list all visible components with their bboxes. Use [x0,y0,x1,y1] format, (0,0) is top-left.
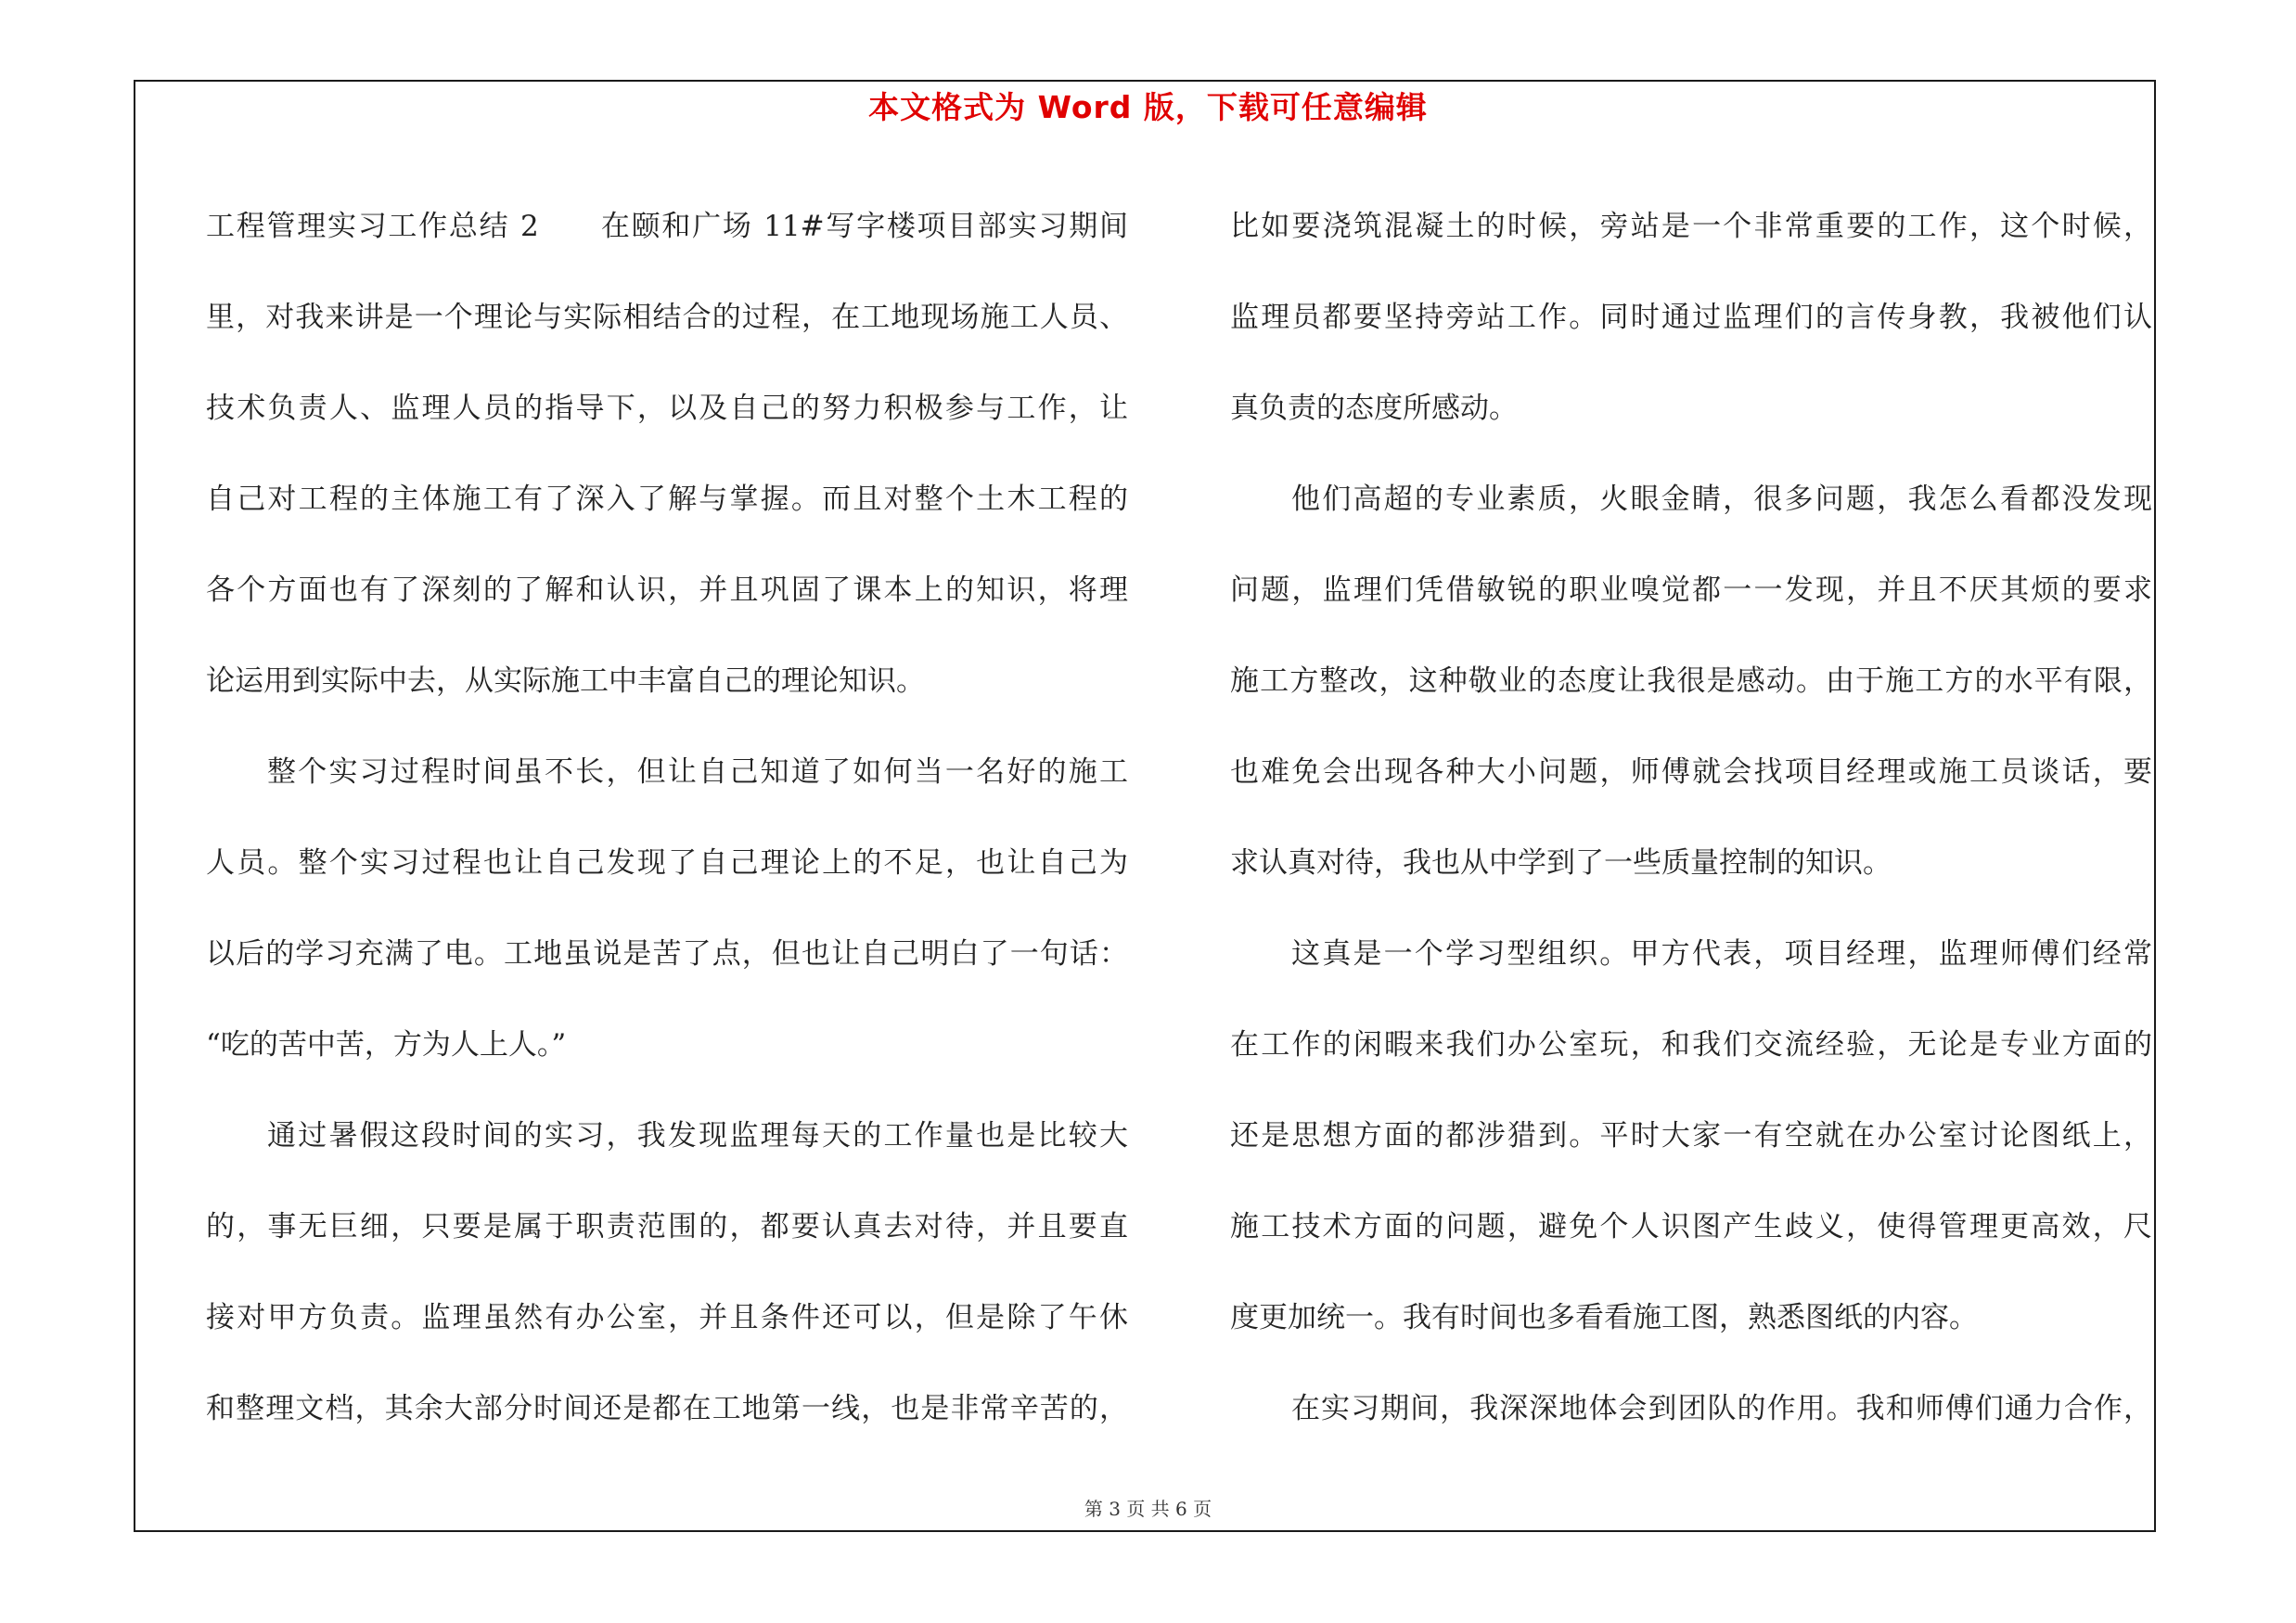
text-line: 他们高超的专业素质，火眼金睛，很多问题，我怎么看都没发现 [1291,483,2152,516]
text-line: 以后的学习充满了电。工地虽说是苦了点，但也让自己明白了一句话： [206,937,1128,971]
left-column [206,181,1128,1454]
text-line: 论运用到实际中去，从实际施工中丰富自己的理论知识。 [206,664,925,698]
text-line: 比如要浇筑混凝土的时候，旁站是一个非常重要的工作，这个时候， [1230,210,2152,243]
text-line: 通过暑假这段时间的实习，我发现监理每天的工作量也是比较大 [267,1119,1128,1153]
text-line: 自己对工程的主体施工有了深入了解与掌握。而且对整个土木工程的 [206,483,1128,516]
right-column [1230,181,2152,1454]
text-line: 里，对我来讲是一个理论与实际相结合的过程，在工地现场施工人员、 [206,301,1128,334]
text-line: 人员。整个实习过程也让自己发现了自己理论上的不足，也让自己为 [206,846,1128,880]
text-line: 的，事无巨细，只要是属于职责范围的，都要认真去对待，并且要直 [206,1210,1128,1243]
text-line: 技术负责人、监理人员的指导下，以及自己的努力积极参与工作，让 [206,392,1128,425]
text-line: 施工方整改，这种敬业的态度让我很是感动。由于施工方的水平有限， [1230,664,2152,698]
text-line: 在实习期间，我深深地体会到团队的作用。我和师傅们通力合作， [1291,1392,2152,1425]
text-line: 整个实习过程时间虽不长，但让自己知道了如何当一名好的施工 [267,755,1128,789]
text-line: 度更加统一。我有时间也多看看施工图，熟悉图纸的内容。 [1230,1301,1978,1334]
text-line: 监理员都要坚持旁站工作。同时通过监理们的言传身教，我被他们认 [1230,301,2152,334]
text-line: 这真是一个学习型组织。甲方代表，项目经理，监理师傅们经常 [1291,937,2152,971]
text-line: 还是思想方面的都涉猎到。平时大家一有空就在办公室讨论图纸上， [1230,1119,2152,1153]
text-line: “吃的苦中苦，方为人上人。” [206,1028,567,1062]
text-line: 各个方面也有了深刻的了解和认识，并且巩固了课本上的知识，将理 [206,573,1128,607]
page-number-footer: 第 3 页 共 6 页 [1084,1498,1212,1520]
text-line: 也难免会出现各种大小问题，师傅就会找项目经理或施工员谈话，要 [1230,755,2152,789]
text-line: 接对甲方负责。监理虽然有办公室，并且条件还可以，但是除了午休 [206,1301,1128,1334]
text-line: 在工作的闲暇来我们办公室玩，和我们交流经验，无论是专业方面的 [1230,1028,2152,1062]
format-banner: 本文格式为 Word 版，下载可任意编辑 [868,89,1428,125]
text-line: 问题，监理们凭借敏锐的职业嗅觉都一一发现，并且不厌其烦的要求 [1230,573,2152,607]
text-line: 和整理文档，其余大部分时间还是都在工地第一线，也是非常辛苦的， [206,1392,1128,1425]
text-line: 施工技术方面的问题，避免个人识图产生歧义，使得管理更高效，尺 [1230,1210,2152,1243]
text-line: 真负责的态度所感动。 [1230,392,1518,425]
text-line: 工程管理实习工作总结 2 在颐和广场 11#写字楼项目部实习期间 [206,210,1128,243]
text-line: 求认真对待，我也从中学到了一些质量控制的知识。 [1230,846,1892,880]
